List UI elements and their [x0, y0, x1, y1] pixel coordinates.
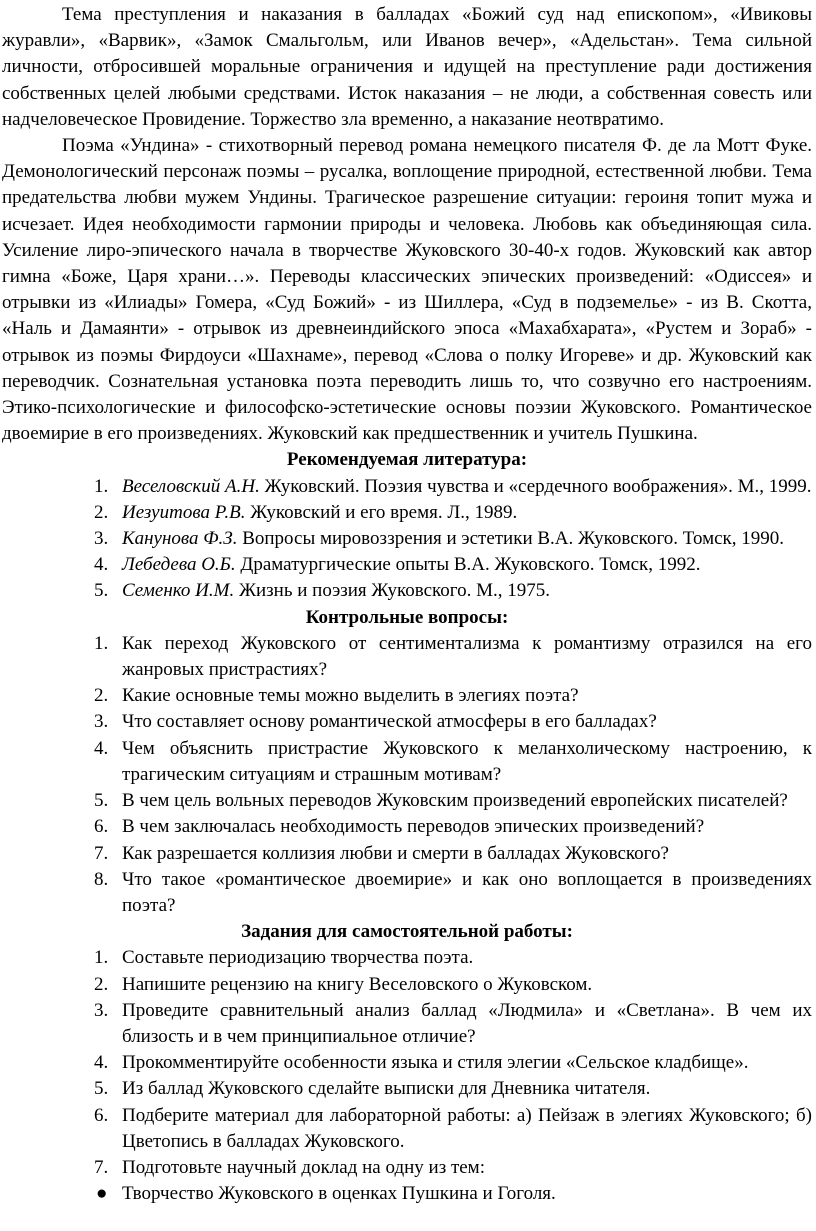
question-text: Как переход Жуковского от сентиментализма к романтизму отразился на его жанровых пристрастиях? [122, 632, 812, 681]
questions-list [2, 631, 812, 919]
list-number: 7. [94, 842, 109, 864]
literature-author: Иезуитова Р.В. [122, 501, 246, 523]
task-text: Подготовьте научный доклад на одну из тем: [122, 1156, 485, 1178]
literature-title: Жуковский. Поэзия чувства и «сердечного воображения». М., 1999. [259, 475, 812, 497]
literature-item [2, 526, 812, 552]
task-item [2, 1155, 812, 1181]
list-number: 4. [94, 1052, 109, 1074]
list-number: 1. [94, 475, 109, 497]
question-text: Как разрешается коллизия любви и смерти в балладах Жуковского? [122, 842, 669, 864]
task-item [2, 1076, 812, 1102]
list-number: 4. [94, 737, 109, 759]
question-text: Что составляет основу романтической атмосферы в его балладах? [122, 711, 657, 733]
list-number: 3. [94, 999, 109, 1021]
task-text: Из баллад Жуковского сделайте выписки для Дневника читателя. [122, 1078, 651, 1100]
list-number: 8. [94, 868, 109, 890]
list-number: 2. [94, 685, 109, 707]
literature-item [2, 552, 812, 578]
question-text: В чем цель вольных переводов Жуковским произведений европейских писателей? [122, 790, 788, 812]
task-item [2, 972, 812, 998]
literature-heading: Рекомендуемая литература: [286, 449, 528, 471]
literature-title: Жуковский и его время. Л., 1989. [245, 501, 518, 523]
list-number: 4. [94, 554, 109, 576]
list-number: 6. [94, 1104, 109, 1126]
literature-item [2, 474, 812, 500]
paragraph-ballads-crime: Тема преступления и наказания в балладах «Божий суд над епископом», «Ивиковы журавли», «Варвик», «Замок Смальгольм, или Иванов вечер», «Адельстан». Тема сильной личности, отбросившей моральные ограничения и идущей на преступление ради достижения собственных целей любыми средствами. Исток наказания – не люди, а собственная совесть или надчеловеческое Провидение. Торжество зла временно, а наказание неотвратимо. [2, 4, 812, 130]
question-text: Что такое «романтическое двоемирие» и как оно воплощается в произведениях поэта? [122, 868, 812, 916]
list-number: 5. [94, 1078, 109, 1100]
questions-heading: Контрольные вопросы: [305, 606, 509, 628]
list-number: 2. [94, 501, 109, 523]
literature-item [2, 500, 812, 526]
task-text: Проведите сравнительный анализ баллад «Людмила» и «Светлана». В чем их близость и в чем принципиальное отличие? [122, 999, 812, 1047]
task-item [2, 998, 812, 1050]
question-item [2, 788, 812, 814]
literature-author: Семенко И.М. [122, 580, 235, 602]
question-item [2, 841, 812, 867]
list-number: 7. [94, 1156, 109, 1178]
question-item [2, 814, 812, 840]
list-number: 1. [94, 947, 109, 969]
question-item [2, 631, 812, 683]
question-item [2, 683, 812, 709]
bullet-item [2, 1181, 812, 1207]
list-number: 5. [94, 790, 109, 812]
list-number: 6. [94, 816, 109, 838]
question-text: В чем заключалась необходимость переводов эпических произведений? [122, 816, 705, 838]
task-text: Прокомментируйте особенности языка и стиля элегии «Сельское кладбище». [122, 1052, 749, 1074]
question-text: Какие основные темы можно выделить в элегиях поэта? [122, 685, 579, 707]
tasks-list [2, 945, 812, 1181]
question-item [2, 736, 812, 788]
list-number: 5. [94, 580, 109, 602]
question-item [2, 709, 812, 735]
bullet-icon: ● [96, 1183, 108, 1205]
literature-author: Лебедева О.Б. [122, 554, 236, 576]
task-item [2, 1050, 812, 1076]
task-text: Составьте периодизацию творчества поэта. [122, 947, 474, 969]
literature-author: Канунова Ф.З. [122, 528, 238, 550]
literature-title: Драматургические опыты В.А. Жуковского. Томск, 1992. [235, 554, 701, 576]
tasks-bullet-list [2, 1181, 812, 1207]
tasks-heading: Задания для самостоятельной работы: [241, 921, 573, 943]
literature-title: Вопросы мировоззрения и эстетики В.А. Жуковского. Томск, 1990. [237, 528, 785, 550]
task-text: Подберите материал для лабораторной работы: а) Пейзаж в элегиях Жуковского; б) Цветопись в балладах Жуковского. [122, 1104, 812, 1152]
literature-list [2, 474, 812, 605]
literature-item [2, 578, 812, 604]
literature-title: Жизнь и поэзия Жуковского. М., 1975. [234, 580, 551, 602]
paragraph-undina: Поэма «Ундина» - стихотворный перевод романа немецкого писателя Ф. де ла Мотт Фуке. Демонологический персонаж поэмы – русалка, воплощение природной, естественной любви. Тема предательства любви мужем Ундины. Трагическое разрешение ситуации: героиня топит мужа и исчезает. Идея необходимости гармонии природы и человека. Любовь как объединяющая сила. Усиление лиро-эпического начала в творчестве Жуковского 30-40-х годов. Жуковский как автор гимна «Боже, Царя храни…». Переводы классических эпических произведений: «Одиссея» и отрывки из «Илиады» Гомера, «Суд Божий» - из Шиллера, «Суд в подземелье» - из В. Скотта, «Наль и Дамаянти» - отрывок из древнеиндийского эпоса «Махабхарата», «Рустем и Зораб» - отрывок из поэмы Фирдоуси «Шахнаме», перевод «Слова о полку Игореве» и др. Жуковский как переводчик. Сознательная установка поэта переводить лишь то, что созвучно его настроениям. Этико-психологические и философско-эстетические основы поэзии Жуковского. Романтическое двоемирие в его произведениях. Жуковский как предшественник и учитель Пушкина. [2, 135, 812, 445]
task-text: Напишите рецензию на книгу Веселовского о Жуковском. [122, 973, 593, 995]
literature-author: Веселовский А.Н. [122, 475, 260, 497]
question-text: Чем объяснить пристрастие Жуковского к меланхолическому настроению, к трагическим ситуациям и страшным мотивам? [122, 737, 812, 785]
bullet-text: Творчество Жуковского в оценках Пушкина и Гоголя. [122, 1183, 556, 1205]
task-item [2, 945, 812, 971]
list-number: 2. [94, 973, 109, 995]
list-number: 3. [94, 711, 109, 733]
question-item [2, 867, 812, 919]
task-item [2, 1103, 812, 1155]
list-number: 1. [94, 632, 109, 654]
list-number: 3. [94, 528, 109, 550]
